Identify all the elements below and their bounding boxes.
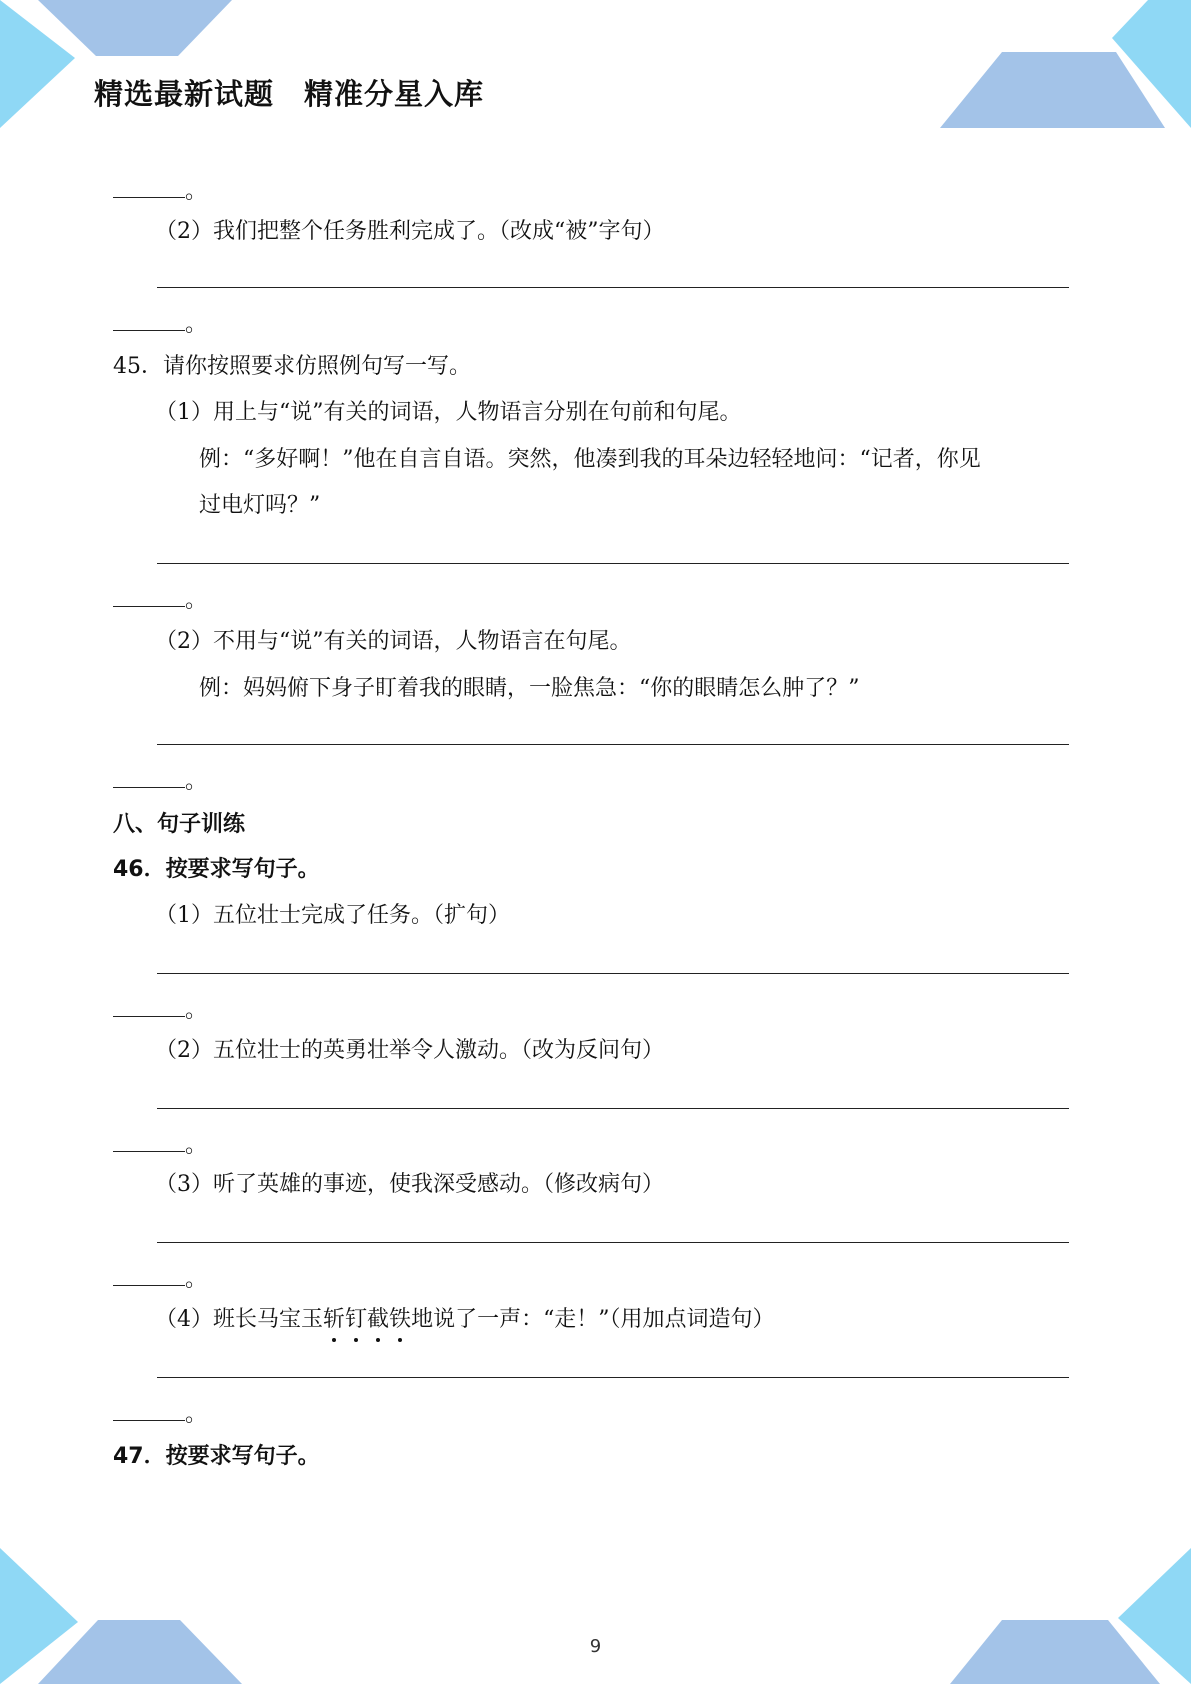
deco-top-right-blue — [940, 52, 1165, 128]
dotted-char: 斩 — [323, 1307, 346, 1332]
answer-tail: 。 — [113, 768, 207, 796]
answer-tail: 。 — [113, 1401, 207, 1429]
deco-top-right-light — [1112, 0, 1191, 128]
answer-blank[interactable] — [113, 1267, 185, 1286]
q45-heading: 45．请你按照要求仿照例句写一写。 — [113, 354, 471, 379]
answer-tail: 。 — [113, 178, 207, 206]
answer-blank[interactable] — [113, 769, 185, 788]
q46-3-prompt: （3）听了英雄的事迹，使我深受感动。（修改病句） — [155, 1172, 664, 1197]
q45-1-example-cont: 过电灯吗？” — [199, 493, 321, 518]
deco-bottom-right-light — [1118, 1548, 1191, 1684]
answer-blank[interactable] — [113, 588, 185, 607]
q46-4-prompt: （4）班长马宝玉斩钉截铁地说了一声：“走！”（用加点词造句） — [155, 1307, 775, 1332]
answer-blank[interactable] — [113, 1402, 185, 1421]
q45-1-prompt: （1）用上与“说”有关的词语，人物语言分别在句前和句尾。 — [155, 400, 742, 425]
deco-bottom-left-light — [0, 1548, 78, 1684]
q44-2-prompt: （2）我们把整个任务胜利完成了。（改成“被”字句） — [155, 219, 665, 244]
answer-tail: 。 — [113, 587, 207, 615]
answer-line[interactable] — [157, 744, 1069, 745]
q47-heading: 47．按要求写句子。 — [113, 1444, 320, 1469]
answer-tail: 。 — [113, 997, 207, 1025]
answer-line[interactable] — [157, 563, 1069, 564]
answer-blank[interactable] — [113, 312, 185, 331]
q45-2-example: 例：妈妈俯下身子盯着我的眼睛，一脸焦急：“你的眼睛怎么肿了？” — [199, 676, 860, 701]
answer-line[interactable] — [157, 1242, 1069, 1243]
q45-1-example: 例：“多好啊！”他在自言自语。突然，他凑到我的耳朵边轻轻地问：“记者，你见 — [199, 447, 981, 472]
q46-heading: 46．按要求写句子。 — [113, 857, 320, 882]
q45-2-prompt: （2）不用与“说”有关的词语，人物语言在句尾。 — [155, 629, 632, 654]
answer-line[interactable] — [157, 287, 1069, 288]
dotted-char: 截 — [367, 1307, 390, 1332]
dotted-char: 铁 — [389, 1307, 412, 1332]
header-title: 精选最新试题 精准分星入库 — [94, 77, 485, 111]
answer-line[interactable] — [157, 1377, 1069, 1378]
answer-tail: 。 — [113, 1132, 207, 1160]
deco-top-left-light — [0, 0, 75, 128]
answer-tail: 。 — [113, 1266, 207, 1294]
answer-tail: 。 — [113, 311, 207, 339]
answer-blank[interactable] — [113, 1133, 185, 1152]
q46-1-prompt: （1）五位壮士完成了任务。（扩句） — [155, 903, 510, 928]
answer-blank[interactable] — [113, 998, 185, 1017]
answer-line[interactable] — [157, 973, 1069, 974]
deco-top-left-blue — [38, 0, 232, 56]
answer-line[interactable] — [157, 1108, 1069, 1109]
section-heading: 八、句子训练 — [113, 812, 246, 837]
page-number: 9 — [589, 1636, 602, 1657]
q46-2-prompt: （2）五位壮士的英勇壮举令人激动。（改为反问句） — [155, 1038, 664, 1063]
answer-blank[interactable] — [113, 179, 185, 198]
dotted-char: 钉 — [345, 1307, 368, 1332]
